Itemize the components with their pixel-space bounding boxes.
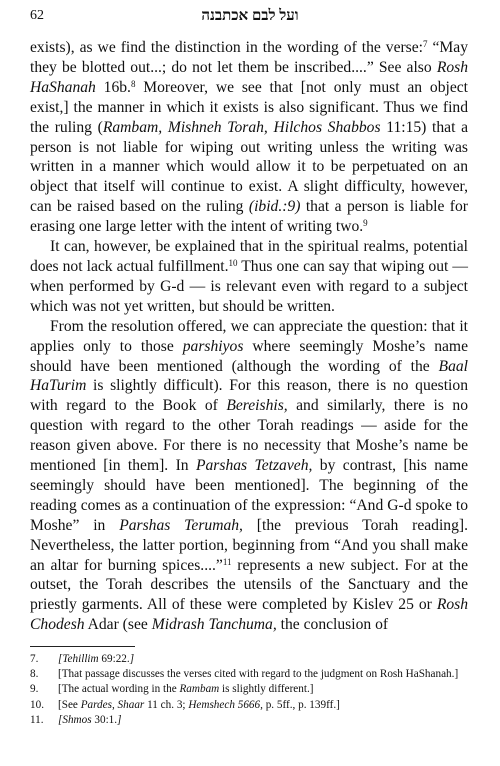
footnote-9: 9. [The actual wording in the Rambam is slightly different.] [30, 683, 314, 696]
paragraph-2: It can, however, be explained that in the spiritual realms, potential does not lack actual fulfillment.$^{10}$ Thus one can say that wiping out — when performed by G-d — is relevant even with regard to a subject which was not yet written, but should be written. [30, 238, 468, 315]
paragraph-3: From the resolution offered, we can appreciate the question: that it applies only to those parshiyos where seemingly Moshe’s name should have been mentioned (although the wording of the Baal HaTurim is slightly difficult). For this reason, there is no question with regard to the Book of Bereishis, and similarly, there is no question with regard to the other Torah readings — aside for the reason given above. For there is no necessity that Moshe’s name be mentioned [in them]. In Parshas Tetzaveh, by contrast, [his name seemingly should have been mentioned]. The beginning of the reading comes as a continuation of the expression: “And G-d spoke to Moshe” in Parshas Terumah, [the previous Torah reading]. Nevertheless, the latter portion, beginning from “And you shall make an altar for burning spices....”$^{11}$ represents a new subject. For at the outset, the Torah describes the utensils of the Sanctuary and the priestly garments. All of these were completed by Kislev 25 or Rosh Chodesh Adar (see Midrash Tanchuma, the conclusion of [30, 317, 469, 634]
footnote-separator [30, 646, 135, 647]
footnote-ref-10[interactable]: 10 [228, 258, 238, 269]
footnote-ref-11[interactable]: 11 [222, 556, 232, 567]
footnote-10: 10. [See Pardes, Shaar 11 ch. 3; Hemshech 5666, p. 5ff., p. 139ff.] [30, 698, 340, 711]
footnote-ref-9[interactable]: 9 [363, 218, 368, 229]
footnote-11: 11. [Shmos 30:1.] [30, 713, 122, 726]
running-head: ועל לבם אכתבנה [201, 8, 299, 24]
paragraph-1: exists), as we find the distinction in the wording of the verse:$^7$ “May they be blotted out...; do not let them be inscribed....” See also Rosh HaShanah 16b.$^8$ Moreover, we see that [not only must an object exist,] the manner in which it exists is also significant. Thus we find the ruling (Rambam, Mishneh Torah, Hilchos Shabbos 11:15) that a person is not liable for wiping out writing unless the writing was written in a manner which would allow it to be perpetuated on an object that itself will continue to exist. A slight difficulty, however, can be raised based on the ruling (ibid.:9) that a person is liable for erasing one large letter with the intent of writing two.$^9$ [30, 39, 469, 236]
footnote-8: 8. [That passage discusses the verses cited with regard to the judgment on Rosh HaShanah.] [30, 668, 459, 681]
page-header [30, 8, 470, 30]
footnote-ref-8[interactable]: 8 [130, 78, 136, 89]
footnote-7: 7. [Tehillim 69:22.] [30, 653, 135, 665]
footnote-ref-7[interactable]: 7 [423, 39, 428, 50]
main-text [30, 38, 468, 635]
footnotes [30, 652, 468, 728]
page-number: 62 [30, 8, 44, 23]
